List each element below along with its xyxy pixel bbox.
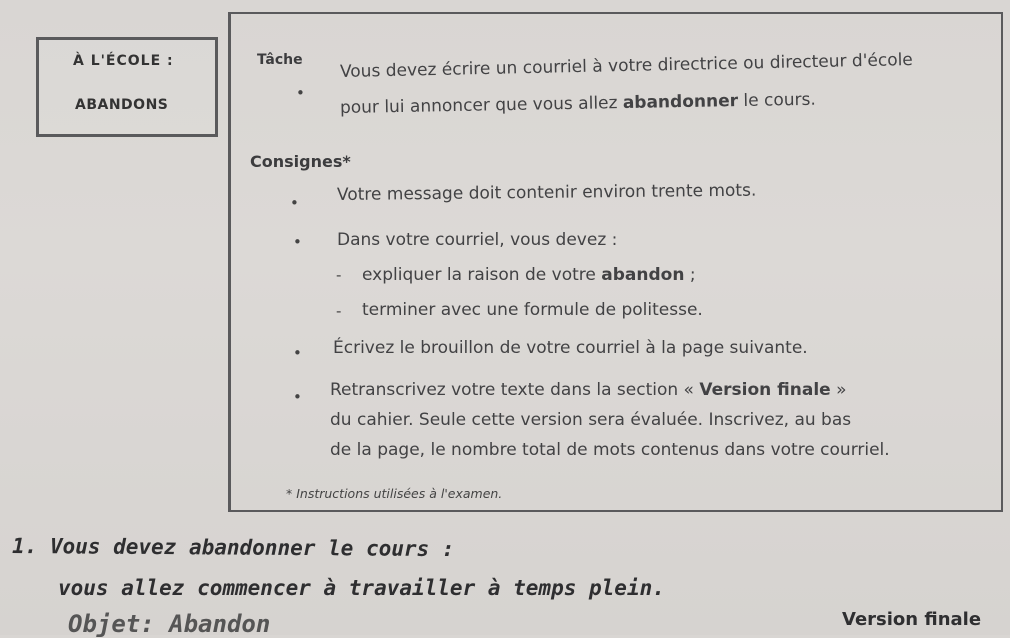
theme-subtitle: ABANDONS xyxy=(75,97,169,113)
bullet: • xyxy=(296,84,305,102)
instruction-subitem-2: terminer avec une formule de politesse. xyxy=(362,300,703,320)
handwritten-answer: vous allez commencer à travailler à temps plein. xyxy=(58,576,665,600)
handwritten-question: 1. Vous devez abandonner le cours : xyxy=(11,534,455,562)
footnote: * Instructions utilisées à l'examen. xyxy=(286,486,503,501)
dash: - xyxy=(336,302,342,320)
instruction-item-1: Votre message doit contenir environ trente mots. xyxy=(336,180,757,205)
task-heading: Tâche xyxy=(257,52,303,68)
task-line-2: pour lui annoncer que vous allez abandonner le cours. xyxy=(339,89,816,118)
bullet: • xyxy=(293,344,302,362)
dash: - xyxy=(336,266,342,284)
instructions-heading: Consignes* xyxy=(250,152,351,171)
instruction-item-4-line-2: du cahier. Seule cette version sera évaluée. Inscrivez, au bas xyxy=(330,410,852,430)
instruction-item-3: Écrivez le brouillon de votre courriel à la page suivante. xyxy=(333,338,808,358)
theme-box xyxy=(36,37,218,137)
instructions-box xyxy=(228,12,1003,512)
bullet: • xyxy=(293,388,302,406)
theme-title: À L'ÉCOLE : xyxy=(73,53,174,69)
instruction-item-4-line-1: Retranscrivez votre texte dans la section « Version finale » xyxy=(330,380,847,400)
instruction-subitem-1: expliquer la raison de votre abandon ; xyxy=(362,265,696,285)
task-line-1: Vous devez écrire un courriel à votre directrice ou directeur d'école xyxy=(339,50,914,82)
bullet: • xyxy=(293,233,302,251)
version-finale-label: Version finale xyxy=(842,609,982,630)
instruction-item-2: Dans votre courriel, vous devez : xyxy=(337,230,618,250)
bullet: • xyxy=(290,194,299,212)
instruction-item-4-line-3: de la page, le nombre total de mots contenus dans votre courriel. xyxy=(330,440,890,460)
handwritten-subject: Objet: Abandon xyxy=(68,610,271,638)
